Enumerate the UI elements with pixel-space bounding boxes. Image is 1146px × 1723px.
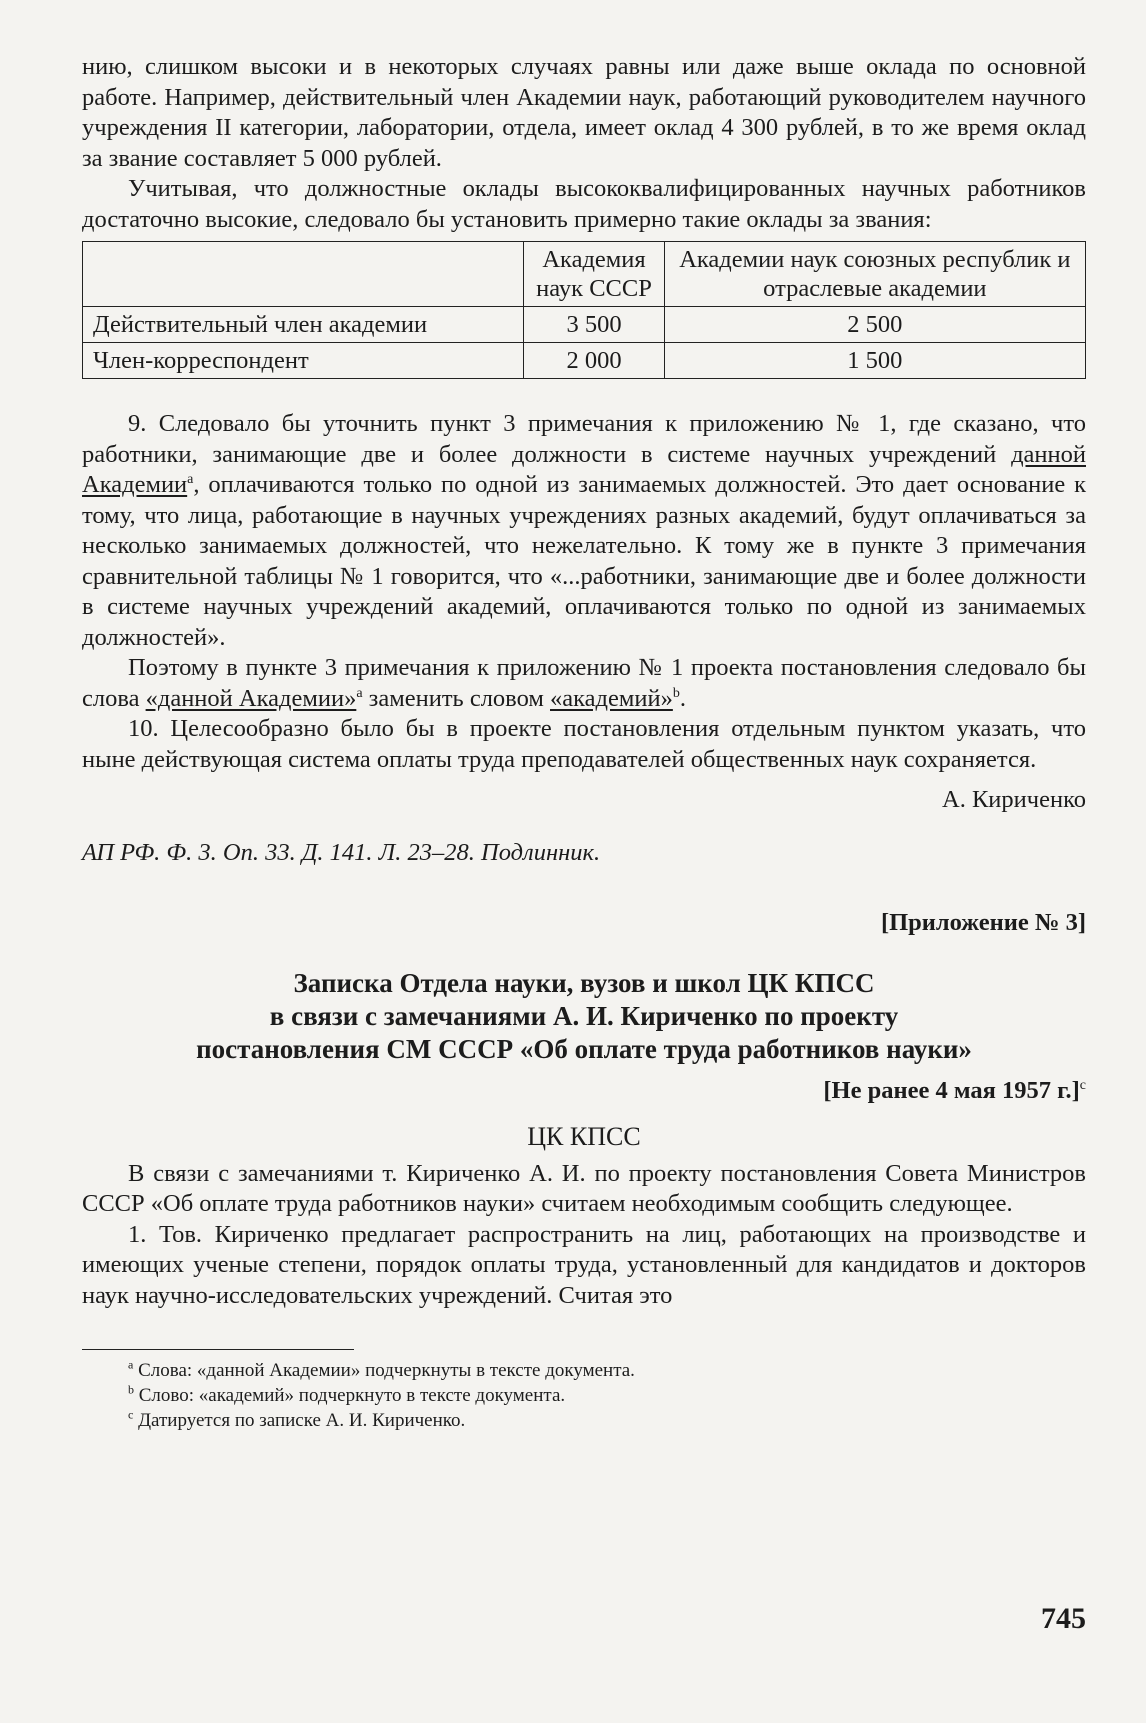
table-header-other: Академии наук союзных республик и отраслевые академии (664, 242, 1085, 307)
paragraph-therefore (82, 653, 1086, 714)
paragraph-point-10: 10. Целесообразно было бы в проекте постановления отдельным пунктом указать, что ныне действующая система оплаты труда преподавателей общественных наук сохраняется. (82, 715, 1086, 773)
table-row (83, 343, 1086, 379)
underlined-phrase: «академий» (550, 684, 673, 712)
paragraph-continuation: нию, слишком высоки и в некоторых случаях равны или даже выше оклада по основной работе. Например, действительный член Академии наук, работающий руководителем научного учреждения II категории, лаборатории, отдела, имеет оклад 4 300 рублей, в то же время оклад за звание составляет 5 000 рублей. (82, 53, 1086, 172)
footnote-divider (82, 1349, 354, 1350)
date-text: [Не ранее 4 мая 1957 г.] (823, 1076, 1080, 1104)
title-line: в связи с замечаниями А. И. Кириченко по проекту (269, 1000, 899, 1031)
table-header-row (83, 242, 1086, 307)
text-run: заменить словом (362, 684, 550, 712)
footnote-mark: b (672, 685, 680, 701)
paragraph-point-1: 1. Тов. Кириченко предлагает распространить на лиц, работающих на производстве и имеющих ученые степени, порядок оплаты труда, установленный для кандидатов и докторов наук научно-исследовательских учреждений. Считая это (82, 1220, 1086, 1309)
paragraph-considering: Учитывая, что должностные оклады высококвалифицированных научных работников достаточно высокие, следовало бы установить примерно такие оклады за звания: (82, 175, 1086, 233)
footnote (128, 1408, 1086, 1433)
text-run: Поэтому в пункте 3 примечания к приложению № 1 проекта постановления следовало бы слова (82, 654, 1086, 712)
page-number: 745 (1041, 1602, 1086, 1635)
title-line: Записка Отдела науки, вузов и школ ЦК КПСС (293, 967, 875, 998)
footnote-text: Датируется по записке А. И. Кириченко. (138, 1410, 466, 1431)
table-cell-label: Член-корреспондент (83, 343, 524, 379)
title-line: постановления СМ СССР «Об оплате труда работников науки» (196, 1033, 972, 1064)
footnote (128, 1358, 1086, 1383)
text-run: 9. Следовало бы уточнить пункт 3 примечания к приложению № 1, где сказано, что работники, занимающие две и более должности в системе научных учреждений (82, 410, 1086, 468)
appendix-label: [Приложение № 3] (880, 909, 1086, 936)
salary-table (82, 241, 1086, 379)
footnote-mark: c (128, 1407, 134, 1422)
page-content (82, 52, 1086, 1433)
document-date (82, 1076, 1086, 1107)
footnote-mark: c (1079, 1077, 1086, 1093)
table-header-empty (83, 242, 524, 307)
text-run: . (679, 684, 686, 712)
paragraph-intro: В связи с замечаниями т. Кириченко А. И. по проекту постановления Совета Министров СССР «Об оплате труда работников науки» считаем необходимым сообщить следующее. (82, 1159, 1086, 1217)
signature: А. Кириченко (942, 786, 1086, 813)
table-cell-ussr: 3 500 (524, 307, 664, 343)
footnote (128, 1383, 1086, 1408)
underlined-phrase: данной Академии (82, 440, 1086, 498)
table-header-ussr: Академия наук СССР (524, 242, 664, 307)
footnote-mark: a (356, 685, 363, 701)
footnote-text: Слово: «академий» подчеркнуто в тексте документа. (138, 1385, 566, 1406)
footnote-mark: a (128, 1357, 134, 1372)
document-title (82, 967, 1086, 1066)
footnote-mark: b (128, 1382, 134, 1397)
text-run: , оплачиваются только по одной из занимаемых должностей. Это дает основание к тому, что лица, работающие в научных учреждениях разных академий, будут оплачиваться за несколько занимаемых должностей, что нежелательно. К тому же в пункте 3 примечания сравнительной таблицы № 1 говорится, что «...работники, занимающие две и более должности в системе научных учреждений академий, оплачиваются только по одной из занимаемых должностей». (82, 471, 1086, 651)
footnote-text: Слова: «данной Академии» подчеркнуты в тексте документа. (138, 1360, 635, 1381)
addressee: ЦК КПСС (527, 1122, 641, 1151)
archive-source: АП РФ. Ф. 3. Оп. 33. Д. 141. Л. 23–28. Подлинник. (82, 838, 601, 866)
table-cell-label: Действительный член академии (83, 307, 524, 343)
footnote-mark: a (187, 471, 194, 487)
table-row (83, 307, 1086, 343)
table-cell-other: 2 500 (664, 307, 1085, 343)
paragraph-point-9 (82, 409, 1086, 653)
table-cell-ussr: 2 000 (524, 343, 664, 379)
underlined-phrase: «данной Академии» (145, 684, 357, 712)
table-cell-other: 1 500 (664, 343, 1085, 379)
